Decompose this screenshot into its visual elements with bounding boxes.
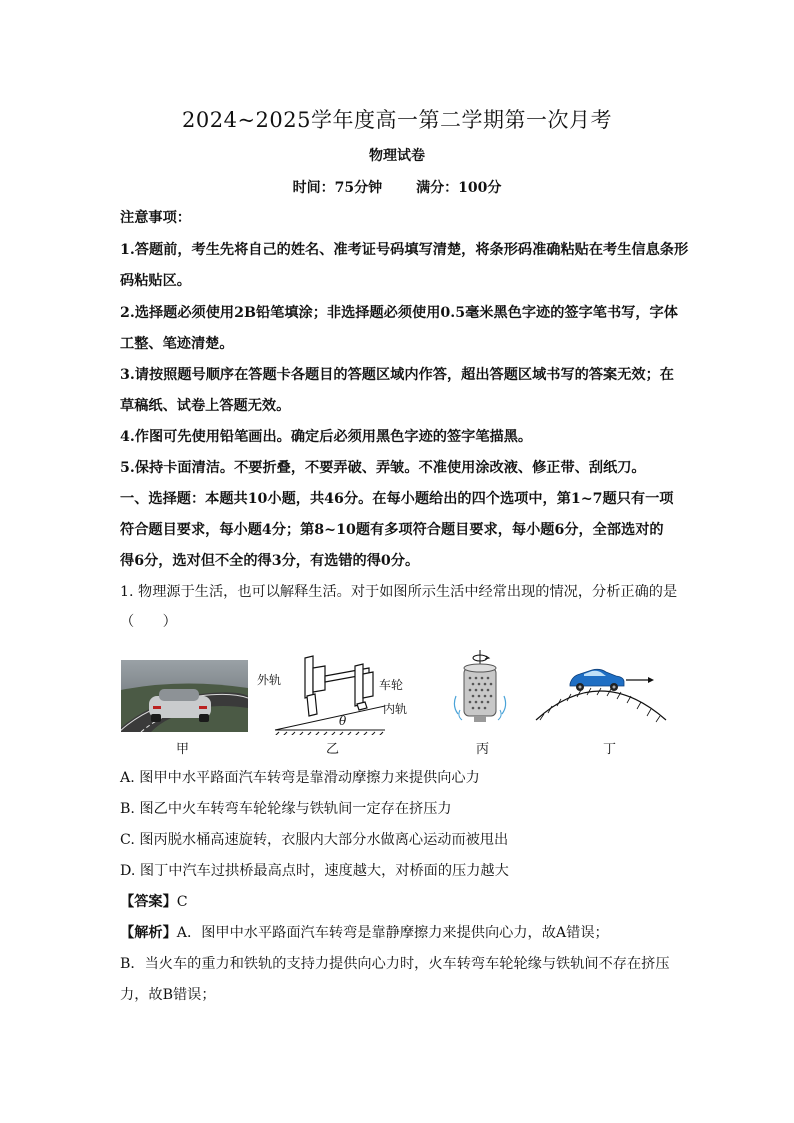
- question-stem: 1. 物理源于生活，也可以解释生活。对于如图所示生活中经常出现的情况，分析正确的是: [120, 584, 678, 600]
- label-outer-rail: 外轨: [257, 673, 282, 687]
- figure-label-jia: 甲: [176, 742, 190, 757]
- option-b: B. 图乙中火车转弯车轮轮缘与铁轨间一定存在挤压力: [120, 801, 452, 817]
- angle-theta: θ: [339, 714, 347, 728]
- figure-label-ding: 丁: [603, 742, 617, 757]
- notice-line: 草稿纸、试卷上答题无效。: [120, 398, 291, 414]
- answer-tag: 【答案】: [120, 894, 177, 910]
- figure-label-bing: 丙: [476, 742, 490, 757]
- page-subtitle: 物理试卷: [369, 148, 425, 164]
- section-line: 得6分，选对但不全的得3分，有选错的得0分。: [120, 553, 420, 569]
- option-a: A. 图甲中水平路面汽车转弯是靠滑动摩擦力来提供向心力: [120, 770, 480, 786]
- spin-drum-diagram: [452, 650, 522, 735]
- question-figures: [0, 650, 794, 760]
- notice-line: 1.答题前，考生先将自己的姓名、准考证号码填写清楚，将条形码准确粘贴在考生信息条形: [120, 242, 689, 258]
- rail-wheel-diagram: [255, 650, 415, 735]
- analysis-line: [120, 923, 680, 943]
- label-inner-rail: 内轨: [383, 702, 408, 716]
- exam-time: 时间：75分钟: [292, 180, 383, 196]
- notice-line: 2.选择题必须使用2B铅笔填涂；非选择题必须使用0.5毫米黑色字迹的签字笔书写，字体: [120, 305, 678, 321]
- notice-line: 3.请按照题号顺序在答题卡各题目的答题区域内作答，超出答题区域书写的答案无效；在: [120, 367, 674, 383]
- option-d: D. 图丁中汽车过拱桥最高点时，速度越大，对桥面的压力越大: [120, 863, 509, 879]
- answer-line: [120, 892, 680, 912]
- notice-line: 工整、笔迹清楚。: [120, 336, 234, 352]
- analysis-text: A．图甲中水平路面汽车转弯是靠静摩擦力来提供向心力，故A错误；: [176, 925, 609, 941]
- figure-label-yi: 乙: [326, 742, 340, 757]
- answer-value: C: [176, 894, 188, 910]
- analysis-line: B．当火车的重力和铁轨的支持力提供向心力时，火车转弯车轮轮缘与铁轨间不存在挤压: [120, 956, 670, 972]
- analysis-tag: 【解析】: [120, 925, 177, 941]
- page-title: 2024~2025学年度高一第二学期第一次月考: [182, 108, 612, 132]
- question-blank: （ ）: [120, 614, 177, 630]
- section-line: 符合题目要求，每小题4分；第8~10题有多项符合题目要求，每小题6分，全部选对的: [120, 522, 664, 538]
- exam-score: 满分：100分: [416, 180, 502, 196]
- car-turning-photo: [121, 660, 248, 732]
- analysis-line: 力，故B错误；: [120, 987, 216, 1003]
- notice-heading: 注意事项：: [120, 210, 191, 226]
- section-line: 一、选择题：本题共10小题，共46分。在每小题给出的四个选项中，第1~7题只有一项: [120, 491, 674, 507]
- notice-line: 4.作图可先使用铅笔画出。确定后必须用黑色字迹的签字笔描黑。: [120, 429, 533, 445]
- label-wheel: 车轮: [379, 678, 404, 692]
- notice-line: 5.保持卡面清洁。不要折叠，不要弄破、弄皱。不准使用涂改液、修正带、刮纸刀。: [120, 460, 646, 476]
- notice-line: 码粘贴区。: [120, 273, 191, 289]
- arch-bridge-diagram: [534, 658, 668, 726]
- option-c: C. 图丙脱水桶高速旋转，衣服内大部分水做离心运动而被甩出: [120, 832, 509, 848]
- time-score-info: [0, 177, 794, 197]
